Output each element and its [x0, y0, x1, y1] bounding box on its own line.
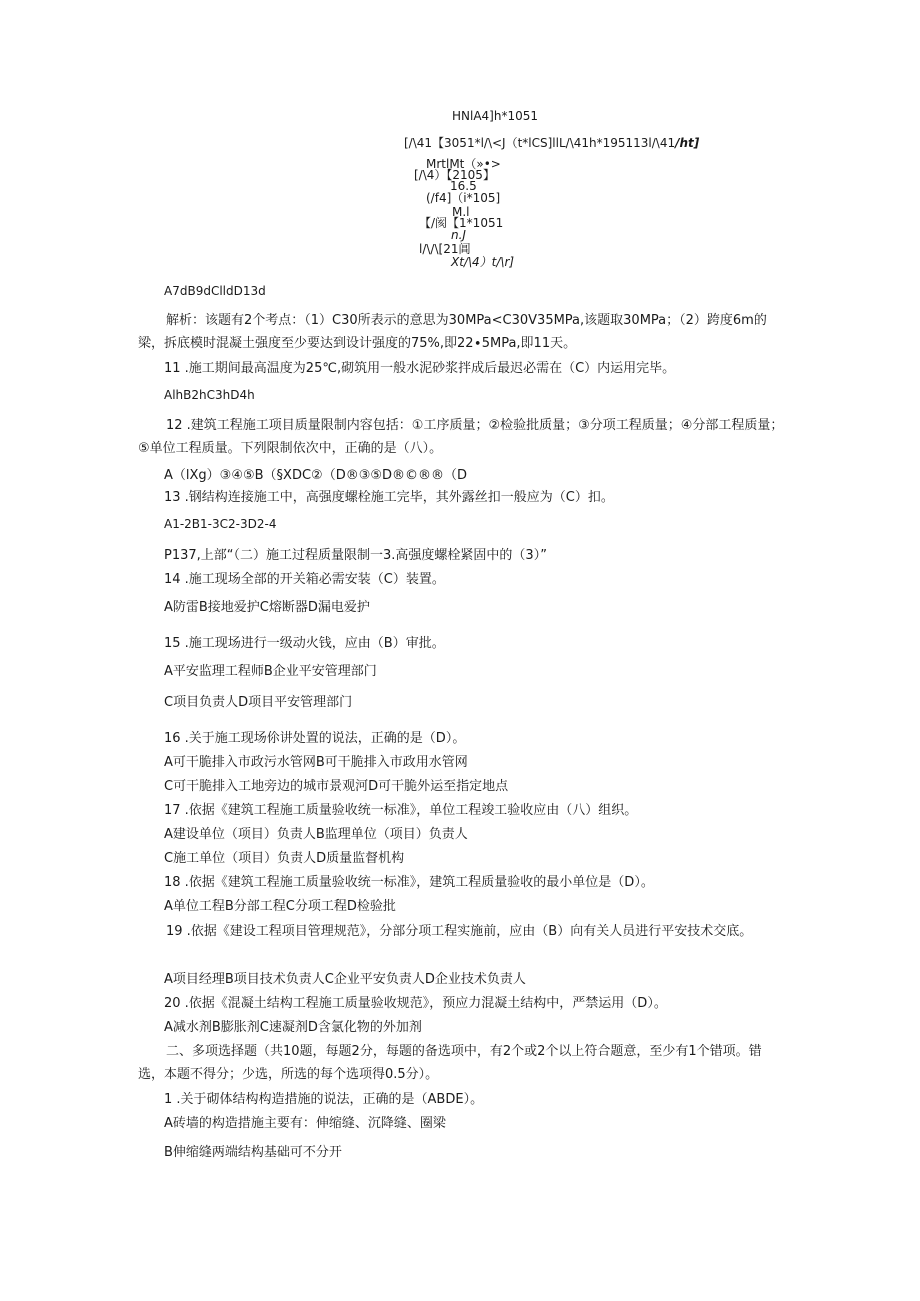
q19-stem: 19 .依据《建设工程项目管理规范》，分部分项工程实施前，应由（B）向有关人员进行平安技术交底。 — [166, 924, 753, 939]
q10-options: A7dB9dClldD13d — [164, 284, 266, 298]
q14-options: A防雷B接地爱护C熔断器D漏电爱护 — [164, 600, 370, 615]
q18-options: A单位工程B分部工程C分项工程D检验批 — [164, 899, 396, 914]
q20-options: A减水剂B膨胀剂C速凝剂D含氯化物的外加剂 — [164, 1020, 422, 1035]
garbled-line-2 — [404, 135, 699, 151]
section-2-heading: 二、多项选择题（共10题，每题2分，每题的备选项中，有2个或2个以上符合题意，至少有1个错项。错选，本题不得分；少选，所选的每个选项得0.5分）。 — [138, 1044, 762, 1082]
garbled-line-10: l/\/\[21阊 — [419, 242, 471, 256]
garbled-line-2-italic: /ht] — [675, 136, 700, 150]
garbled-line-6: (/f4]（i*105] — [426, 191, 501, 205]
garbled-line-1: HNlA4]h*1051 — [452, 109, 539, 123]
p137-reference: P137,上部“（二）施工过程质量限制一3.高强度螺栓紧固中的（3）” — [164, 548, 547, 563]
q15-stem: 15 .施工现场进行一级动火钱，应由（B）审批。 — [164, 636, 445, 651]
q18-stem: 18 .依据《建筑工程施工质量验收统一标准》，建筑工程质量验收的最小单位是（D）。 — [164, 875, 654, 890]
q12-stem: 12 .建筑工程施工项目质量限制内容包括：①工序质量；②检验批质量；③分项工程质量；④分部工程质量；⑤单位工程质量。下列限制依次中，正确的是（八）。 — [138, 418, 784, 456]
garbled-line-9: n.J — [451, 228, 466, 242]
q17-options-cd: C施工单位（项目）负责人D质量监督机构 — [164, 851, 405, 866]
garbled-line-3: MrtlMt（»•> — [426, 157, 501, 171]
garbled-line-2-main: [/\41【3051*l/\<J（t*lCS]llL/\41h*195113l/\41 — [404, 136, 676, 150]
m1-stem: 1 .关于砌体结构构造措施的说法，正确的是（ABDE）。 — [164, 1092, 484, 1107]
q13-options: A1-2B1-3C2-3D2-4 — [164, 517, 277, 531]
garbled-line-11: Xt/\4）t/\r] — [451, 255, 515, 269]
q17-options-ab: A建设单位（项目）负责人B监理单位（项目）负责人 — [164, 827, 468, 842]
analysis-paragraph: 解析：该题有2个考点：（1）C30所表示的意思为30MPa<C30V35MPa,该题取30MPa；（2）跨度6m的梁，拆底模时混凝土强度至少要达到设计强度的75%,即22∙5MPa,即11天。 — [138, 313, 767, 351]
q17-stem: 17 .依据《建筑工程施工质量验收统一标准》，单位工程竣工验收应由（八）组织。 — [164, 803, 638, 818]
q11-options: AlhB2hC3hD4h — [164, 388, 255, 402]
q16-options-ab: A可干脆排入市政污水管网B可干脆排入市政用水管网 — [164, 755, 468, 770]
garbled-line-5: 16.5 — [450, 179, 477, 193]
q14-stem: 14 .施工现场全部的开关箱必需安装（C）装置。 — [164, 572, 445, 587]
q11-stem: 11 .施工期间最高温度为25℃,砌筑用一般水泥砂浆拌成后最迟必需在（C）内运用完毕。 — [164, 361, 676, 376]
q19-options: A项目经理B项目技术负责人C企业平安负责人D企业技术负责人 — [164, 972, 526, 987]
q16-options-cd: C可干脆排入工地旁边的城市景观河D可干脆外运至指定地点 — [164, 779, 509, 794]
garbled-line-8: 【/阂【1*1051 — [419, 216, 504, 230]
garbled-line-7: M.l — [452, 205, 470, 219]
q15-options-ab: A平安监理工程师B企业平安管理部门 — [164, 664, 377, 679]
m1-option-b: B伸缩缝两端结构基础可不分开 — [164, 1145, 342, 1160]
q15-options-cd: C项目负责人D项目平安管理部门 — [164, 695, 353, 710]
garbled-line-4: [/\4）【2105】 — [414, 168, 495, 182]
q20-stem: 20 .依据《混凝土结构工程施工质量验收规范》，预应力混凝土结构中，严禁运用（D）。 — [164, 996, 667, 1011]
q13-stem: 13 .钢结构连接施工中，高强度螺栓施工完毕，其外露丝扣一般应为（C）扣。 — [164, 490, 614, 505]
q16-stem: 16 .关于施工现场伱讲处置的说法，正确的是（D）。 — [164, 731, 466, 746]
q12-options: A（lXg）③④⑤B（§XDC②（D®③⑤D®©®®（D — [164, 468, 468, 483]
m1-option-a: A砖墙的构造措施主要有：伸缩缝、沉降缝、圈梁 — [164, 1116, 446, 1131]
